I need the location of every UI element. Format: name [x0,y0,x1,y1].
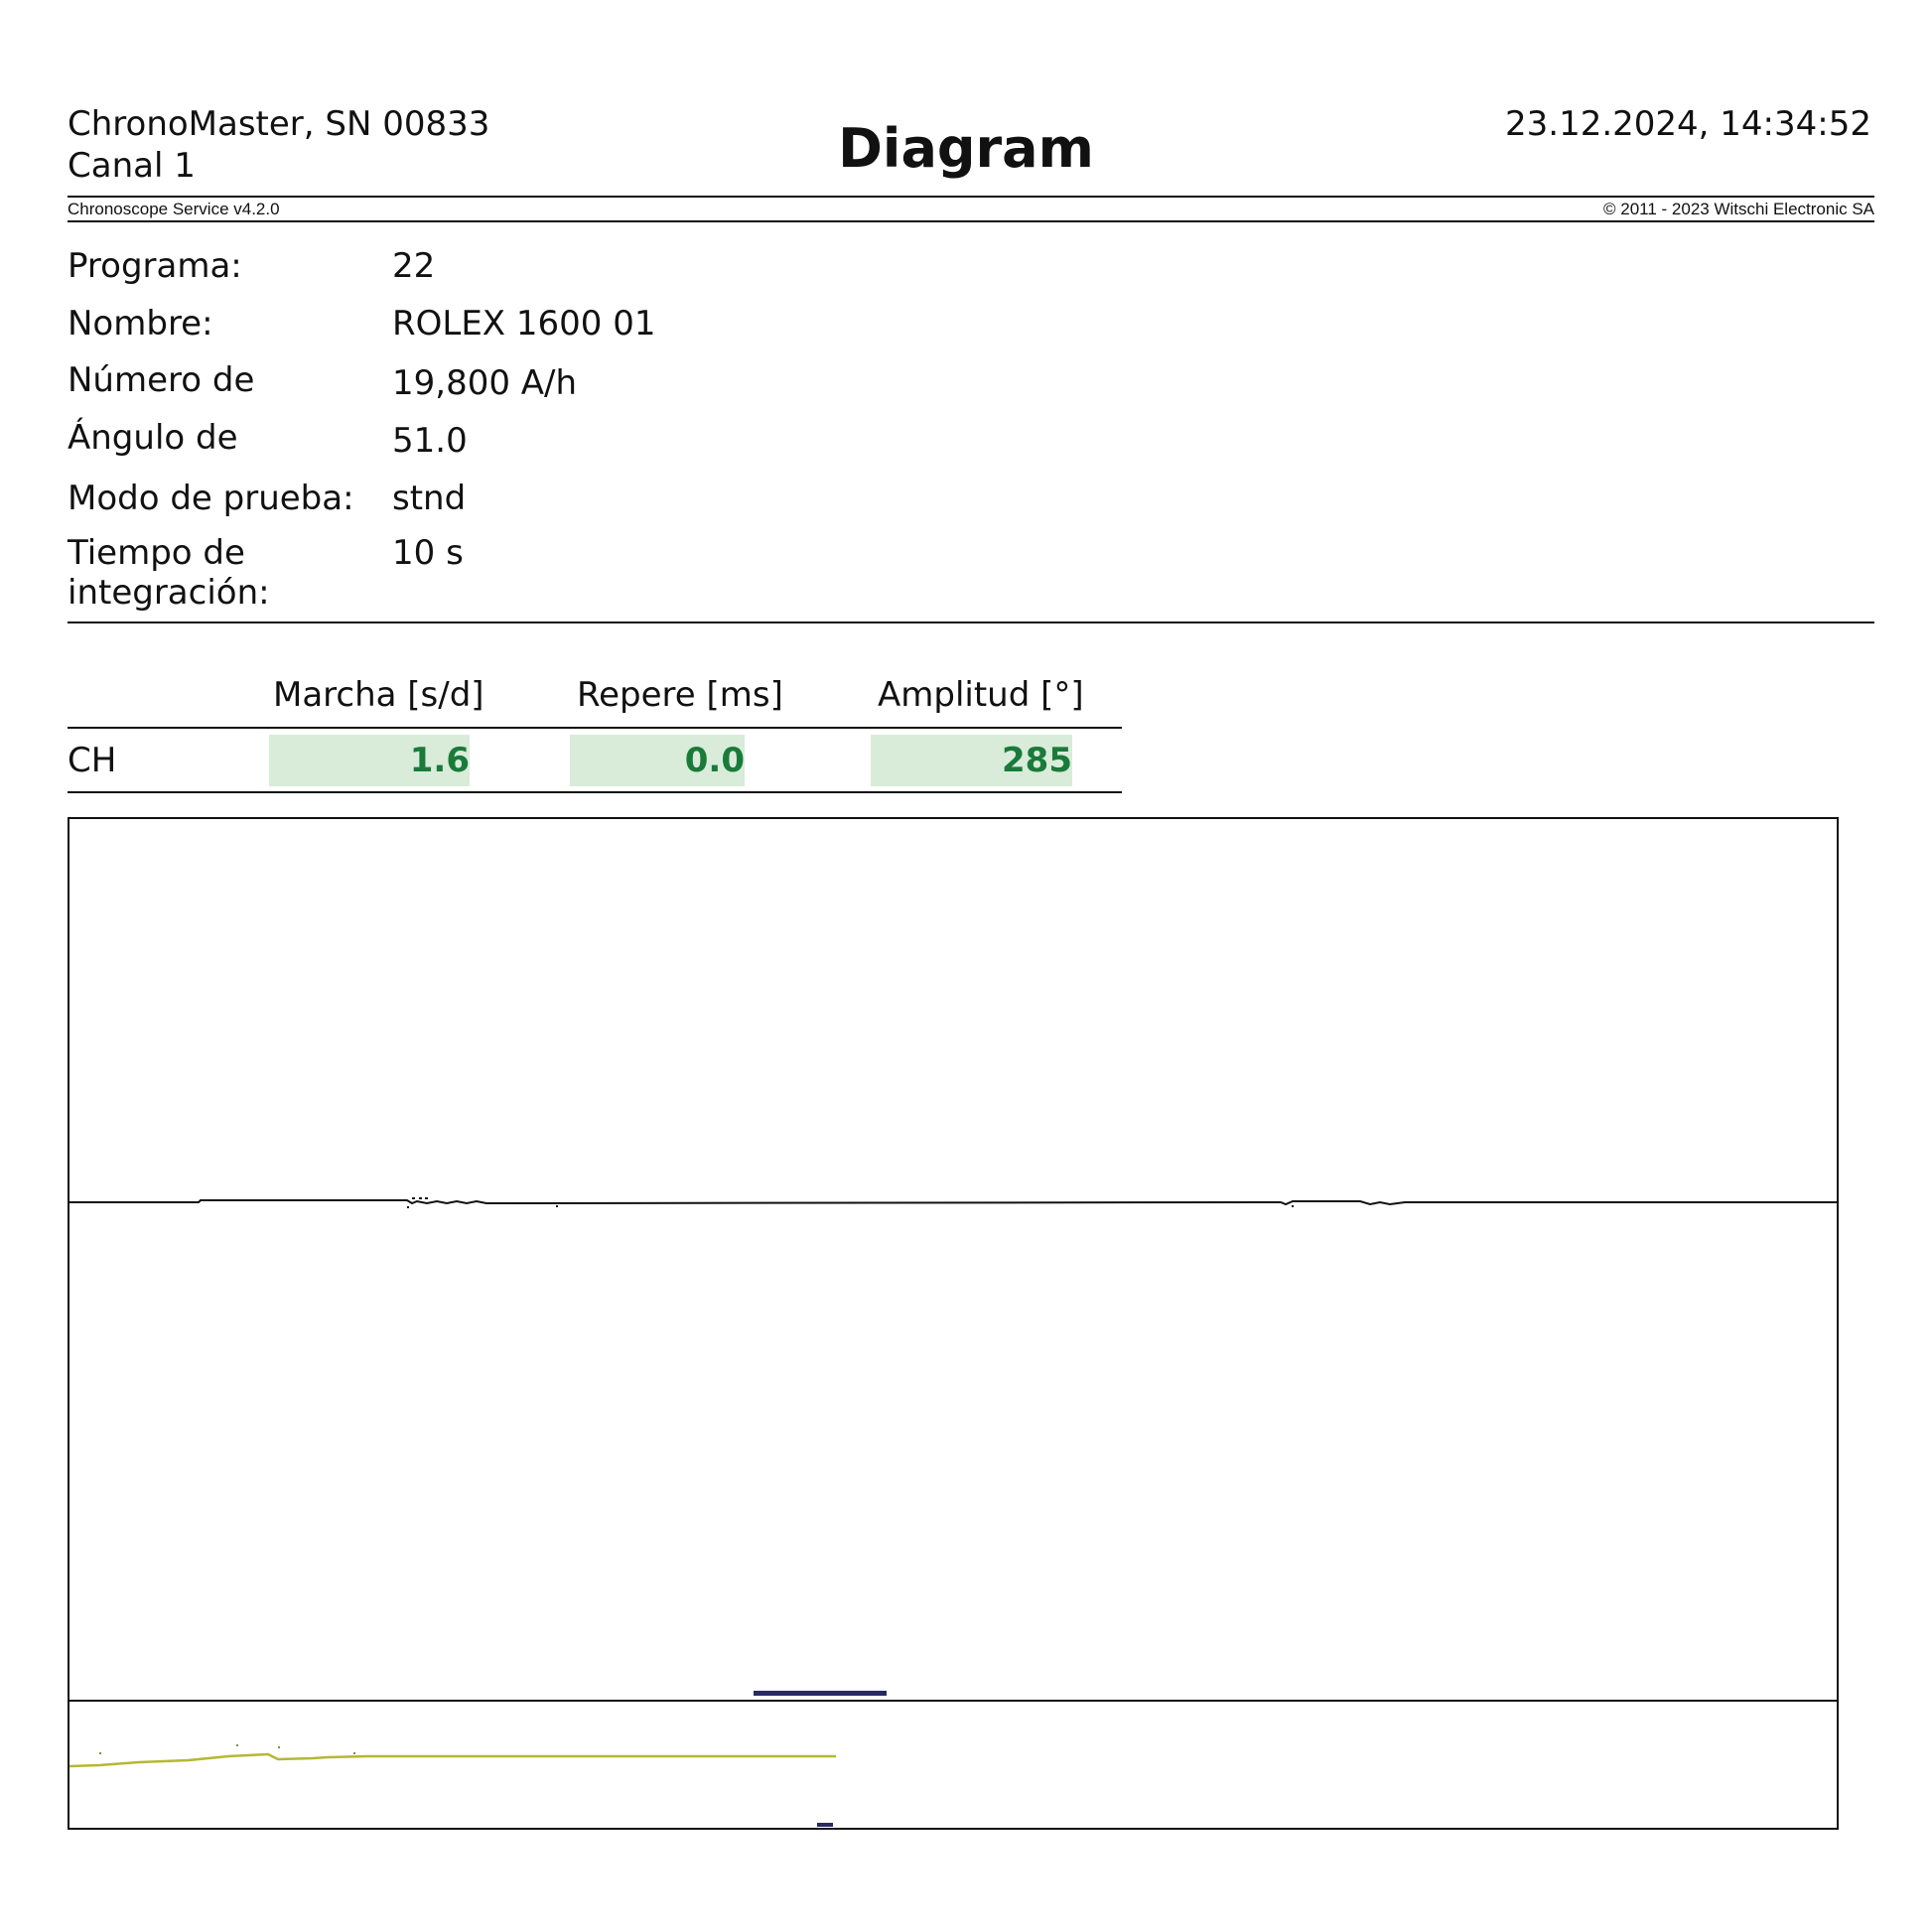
results-rule-top [68,727,1122,729]
header-rule-bottom [68,220,1874,222]
rate-trace [69,1200,1837,1204]
diagram-plot [68,817,1839,1830]
software-version: Chronoscope Service v4.2.0 [68,200,280,218]
info-label: Número de [68,360,255,400]
beat-error-value: 0.0 [570,735,745,786]
column-header: Amplitud [°] [878,675,1084,715]
results-rule-bottom [68,791,1122,793]
amplitude-trace [69,1754,836,1766]
position-marker [817,1823,833,1827]
row-label: CH [68,741,117,780]
info-value: ROLEX 1600 01 [392,304,656,344]
amplitude-value: 285 [871,735,1072,786]
header-rule-top [68,196,1874,198]
copyright: © 2011 - 2023 Witschi Electronic SA [1603,200,1874,218]
device-name: ChronoMaster, SN 00833 [68,104,490,144]
info-value: stnd [392,479,467,518]
info-label: Programa: [68,246,242,286]
info-value: 19,800 A/h [392,363,578,403]
info-value: 51.0 [392,421,468,461]
info-label: Ángulo de [68,418,238,458]
info-label: Nombre: [68,304,213,344]
info-rule [68,621,1874,623]
amplitude-dots [99,1744,355,1754]
info-label: Tiempo de integración: [68,533,270,613]
range-marker [754,1691,887,1696]
column-header: Marcha [s/d] [273,675,484,715]
diagram-svg [69,819,1837,1828]
page-title: Diagram [838,117,1094,180]
info-value: 10 s [392,533,464,573]
info-value: 22 [392,246,436,286]
info-label: Modo de prueba: [68,479,354,518]
rate-value: 1.6 [269,735,470,786]
channel-name: Canal 1 [68,146,196,186]
column-header: Repere [ms] [577,675,783,715]
report-datetime: 23.12.2024, 14:34:52 [1505,104,1871,144]
